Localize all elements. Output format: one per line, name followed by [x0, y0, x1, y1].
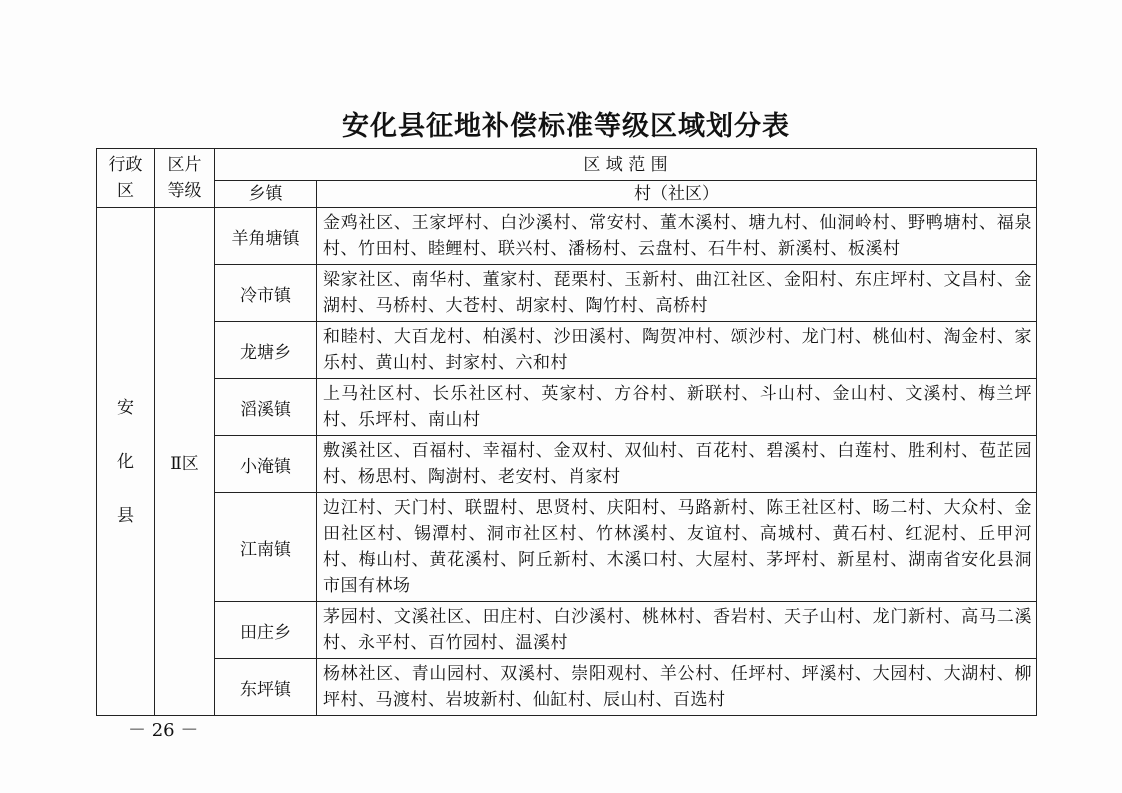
- header-grade: [155, 149, 215, 208]
- table-row: [97, 659, 1037, 716]
- table-row: [97, 493, 1037, 602]
- admin-region-char: 化: [117, 451, 134, 472]
- admin-region-cell: [97, 208, 155, 716]
- villages-cell: 金鸡社区、王家坪村、白沙溪村、常安村、董木溪村、塘九村、仙洞岭村、野鸭塘村、福泉村、竹田村、睦鲤村、联兴村、潘杨村、云盘村、石牛村、新溪村、板溪村: [317, 208, 1037, 265]
- villages-cell: 边江村、天门村、联盟村、思贤村、庆阳村、马路新村、陈王社区村、旸二村、大众村、金田社区村、锡潭村、洞市社区村、竹林溪村、友谊村、高城村、黄石村、红泥村、丘甲河村、梅山村、黄花溪村、阿丘新村、木溪口村、大屋村、茅坪村、新星村、湖南省安化县洞市国有林场: [317, 493, 1037, 602]
- page-number: － 26 －: [128, 720, 199, 741]
- villages-cell: 敷溪社区、百福村、幸福村、金双村、双仙村、百花村、碧溪村、白莲村、胜利村、苞芷园村、杨思村、陶澍村、老安村、肖家村: [317, 436, 1037, 493]
- township-cell: 田庄乡: [215, 602, 317, 659]
- header-grade-line2: 等级: [167, 181, 202, 201]
- header-scope: 区 域 范 围: [215, 149, 1037, 181]
- admin-region-char: 县: [117, 505, 134, 526]
- table-row: [97, 602, 1037, 659]
- header-admin-region: [97, 149, 155, 208]
- villages-cell: 梁家社区、南华村、董家村、琵栗村、玉新村、曲江社区、金阳村、东庄坪村、文昌村、金湖村、马桥村、大苍村、胡家村、陶竹村、高桥村: [317, 265, 1037, 322]
- villages-cell: 上马社区村、长乐社区村、英家村、方谷村、新联村、斗山村、金山村、文溪村、梅兰坪村、乐坪村、南山村: [317, 379, 1037, 436]
- township-cell: 龙塘乡: [215, 322, 317, 379]
- page-title: 安化县征地补偿标准等级区域划分表: [342, 111, 790, 142]
- admin-region-char: 安: [117, 397, 134, 418]
- header-admin-line2: 区: [117, 181, 134, 201]
- header-grade-line1: 区片: [167, 155, 202, 175]
- grade-cell: Ⅱ区: [155, 208, 215, 716]
- header-row-2: [97, 181, 1037, 208]
- table-row: [97, 436, 1037, 493]
- table-row: [97, 379, 1037, 436]
- table-row: [97, 322, 1037, 379]
- villages-cell: 茅园村、文溪社区、田庄村、白沙溪村、桃林村、香岩村、天子山村、龙门新村、高马二溪村、永平村、百竹园村、温溪村: [317, 602, 1037, 659]
- township-cell: 江南镇: [215, 493, 317, 602]
- township-cell: 羊角塘镇: [215, 208, 317, 265]
- villages-cell: 和睦村、大百龙村、柏溪村、沙田溪村、陶贺冲村、颂沙村、龙门村、桃仙村、淘金村、家乐村、黄山村、封家村、六和村: [317, 322, 1037, 379]
- township-cell: 东坪镇: [215, 659, 317, 716]
- header-admin-line1: 行政: [108, 155, 143, 175]
- header-village: 村（社区）: [317, 181, 1037, 208]
- township-cell: 小淹镇: [215, 436, 317, 493]
- zoning-table: [96, 148, 1037, 716]
- header-row-1: [97, 149, 1037, 181]
- table-row: [97, 208, 1037, 265]
- header-township: 乡镇: [215, 181, 317, 208]
- table-row: [97, 265, 1037, 322]
- villages-cell: 杨林社区、青山园村、双溪村、崇阳观村、羊公村、任坪村、坪溪村、大园村、大湖村、柳坪村、马渡村、岩坡新村、仙缸村、辰山村、百选村: [317, 659, 1037, 716]
- township-cell: 冷市镇: [215, 265, 317, 322]
- township-cell: 滔溪镇: [215, 379, 317, 436]
